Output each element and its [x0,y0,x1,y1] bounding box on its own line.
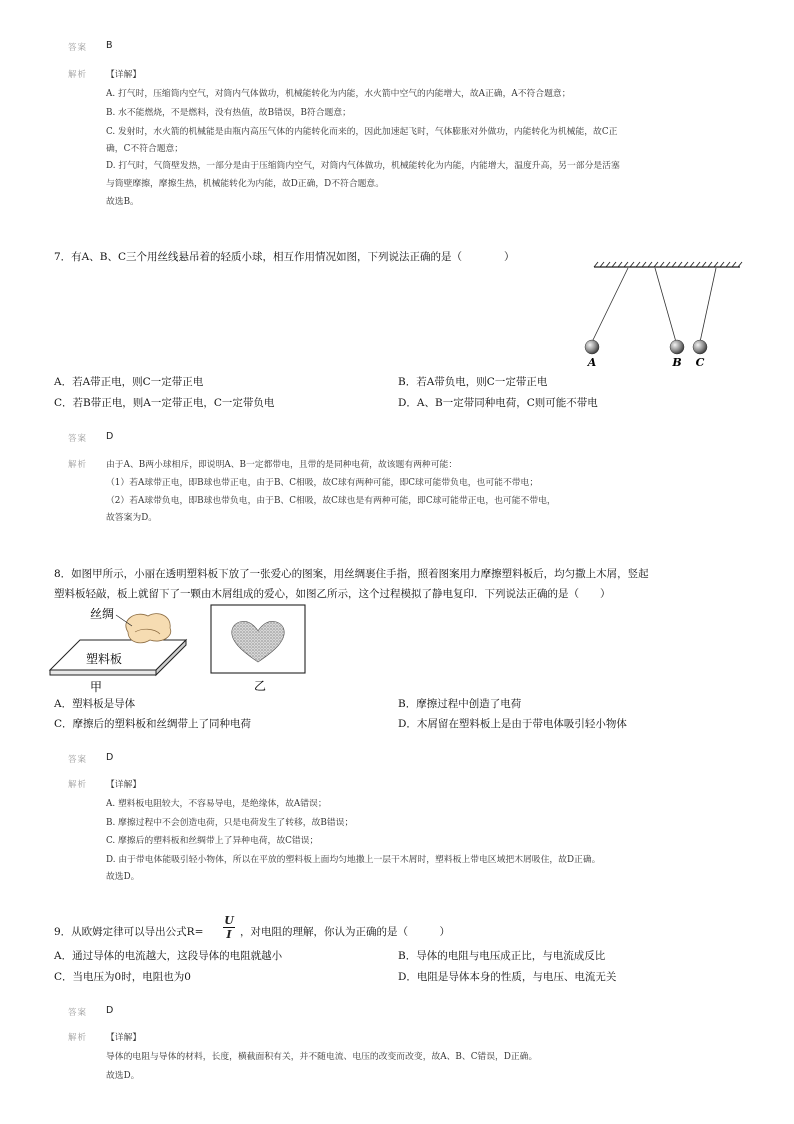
option-a: A．通过导体的电流越大，这段导体的电阻就越小 [54,950,283,962]
option-c: C．若B带正电，则A一定带正电，C一定带负电 [54,397,275,409]
option-a: A．塑料板是导体 [54,698,136,710]
question-stem: 7．有A、B、C三个用丝线悬吊着的轻质小球，相互作用情况如图，下列说法正确的是（ ） [54,251,515,263]
answer-value: D [106,1005,114,1016]
analysis-line: B. 水不能燃烧，不是燃料，没有热值，故B错误，B符合题意； [106,108,351,118]
analysis-line: C. 摩擦后的塑料板和丝绸带上了异种电荷，故C错误； [106,836,319,846]
answer-value: B [106,40,113,51]
analysis-line: （1）若A球带正电，即B球也带正电，由于B、C相吸，故C球有两种可能，即C球可能带负电，也可能不带电； [106,478,539,488]
analysis-line: 由于A、B两小球相斥，即说明A、B一定都带电，且带的是同种电荷，故该题有两种可能： [106,460,458,470]
silk-label: 丝绸 [90,607,115,621]
analysis-line: 故选D。 [106,872,140,882]
answer-label: 答案 [68,434,88,444]
ball-c [693,340,707,354]
ball-a [585,340,599,354]
ball-label-a: A [587,356,597,369]
analysis-line: D. 打气时，气筒壁发热，一部分是由于压缩筒内空气，对筒内气体做功，机械能转化为内能，内能增大，温度升高，另一部分是活塞 [106,161,620,171]
question-stem: 8．如图甲所示，小丽在透明塑料板下放了一张爱心的图案，用丝绸裹住手指，照着图案用力摩擦塑料板后，均匀撒上木屑，竖起 [54,568,649,580]
option-c: C．摩擦后的塑料板和丝绸带上了同种电荷 [54,718,252,730]
analysis-label: 解析 [68,70,88,80]
ball-label-c: C [695,356,705,369]
fraction-numerator: U [224,914,234,927]
analysis-line: D. 由于带电体能吸引轻小物体，所以在平放的塑料板上面均匀地撒上一层干木屑时，塑料板上带电区域把木屑吸住，故D正确。 [106,855,601,865]
analysis-line: 故答案为D。 [106,513,158,523]
jia-label: 甲 [90,680,103,694]
figure-jia [50,602,190,692]
analysis-line: 故选D。 [106,1071,140,1081]
option-a: A．若A带正电，则C一定带正电 [54,376,204,388]
question-stem-start: 9．从欧姆定律可以导出公式R= [54,926,204,938]
question-stem-end: ，对电阻的理解，你认为正确的是（ ） [240,926,450,938]
option-d: D．电阻是导体本身的性质，与电压、电流无关 [398,971,617,983]
option-b: B．摩擦过程中创造了电荷 [398,698,522,710]
analysis-line: A. 打气时，压缩筒内空气，对筒内气体做功，机械能转化为内能，水火箭中空气的内能增大，故A正确，A不符合题意； [106,89,571,99]
analysis-line: （2）若A球带负电，即B球也带负电，由于B、C相吸，故C球也是有两种可能，即C球可能带正电，也可能不带电， [106,496,556,506]
analysis-label: 解析 [68,1033,88,1043]
ball-b [670,340,684,354]
fraction [222,914,236,941]
option-d: D．A、B一定带同种电荷，C则可能不带电 [398,397,598,409]
answer-value: D [106,431,114,442]
detail-heading: 【详解】 [106,780,142,790]
option-c: C．当电压为0时，电阻也为0 [54,971,191,983]
fraction-denominator: I [226,928,232,941]
analysis-line: 确，C不符合题意； [106,144,184,154]
answer-label: 答案 [68,755,88,765]
detail-heading: 【详解】 [106,70,142,80]
option-d: D．木屑留在塑料板上是由于带电体吸引轻小物体 [398,718,627,730]
analysis-line: 与筒壁摩擦，摩擦生热，机械能转化为内能，故D正确，D不符合题意。 [106,179,385,189]
detail-heading: 【详解】 [106,1033,142,1043]
option-b: B．导体的电阻与电压成正比，与电流成反比 [398,950,606,962]
analysis-line: 导体的电阻与导体的材料，长度，横截面积有关，并不随电流、电压的改变而改变，故A、B、C错误，D正确。 [106,1052,538,1062]
analysis-label: 解析 [68,460,88,470]
analysis-label: 解析 [68,780,88,790]
ball-label-b: B [672,356,682,369]
board-label: 塑料板 [86,652,123,666]
analysis-line: B. 摩擦过程中不会创造电荷，只是电荷发生了转移，故B错误； [106,818,354,828]
hand-icon [126,614,171,643]
analysis-line: 故选B。 [106,197,139,207]
option-b: B．若A带负电，则C一定带正电 [398,376,548,388]
analysis-line: C. 发射时，水火箭的机械能是由瓶内高压气体的内能转化而来的，因此加速起飞时，气体膨胀对外做功，内能转化为机械能，故C正 [106,127,618,137]
answer-value: D [106,752,114,763]
pendulum-figure [587,262,742,372]
figure-yi [210,604,306,694]
answer-label: 答案 [68,43,88,53]
analysis-line: A. 塑料板电阻较大，不容易导电，是绝缘体，故A错误； [106,799,327,809]
yi-label: 乙 [254,679,267,693]
answer-label: 答案 [68,1008,88,1018]
question-stem: 塑料板轻敲，板上就留下了一颗由木屑组成的爱心，如图乙所示，这个过程模拟了静电复印．下列说法正确的是（ ） [54,588,611,600]
